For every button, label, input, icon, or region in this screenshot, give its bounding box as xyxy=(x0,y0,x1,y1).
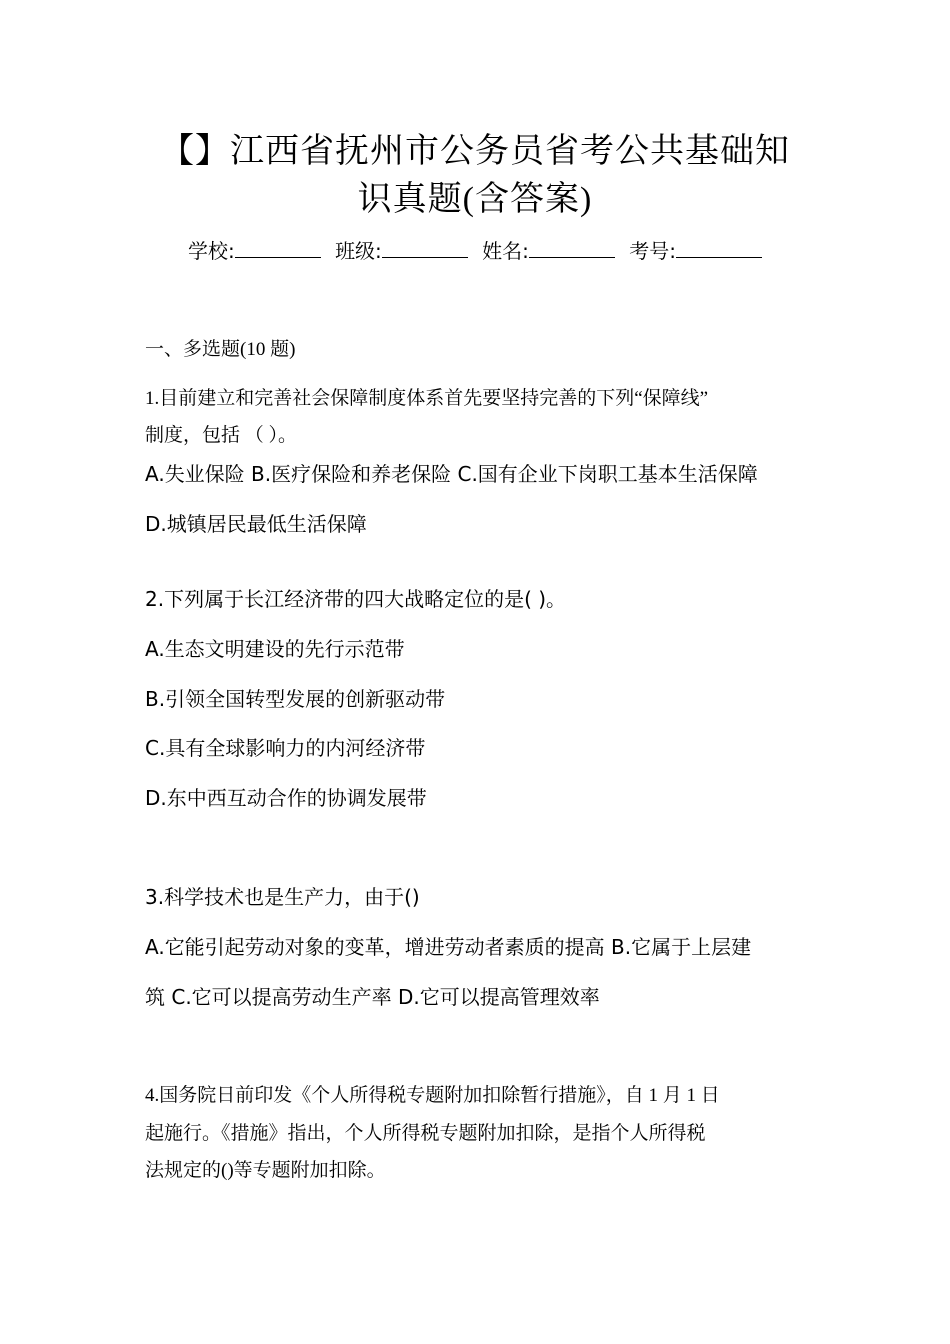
name-label: 姓名: xyxy=(482,239,529,263)
question-2-stem: 2.下列属于长江经济带的四大战略定位的是( )。 xyxy=(145,587,567,611)
name-blank xyxy=(529,237,615,258)
question-2-option-d: D.东中西互动合作的协调发展带 xyxy=(145,786,427,810)
question-1-options-line-1: A.失业保险 B.医疗保险和养老保险 C.国有企业下岗职工基本生活保障 xyxy=(145,462,758,486)
question-3-stem: 3.科学技术也是生产力，由于() xyxy=(145,885,420,909)
question-1-stem-line-2: 制度，包括 （ ）。 xyxy=(145,425,298,446)
question-1-stem-line-1: 1.目前建立和完善社会保障制度体系首先要坚持完善的下列“保障线” xyxy=(145,388,709,409)
school-blank xyxy=(235,237,321,258)
document-title-line-2: 识真题(含答案) xyxy=(357,181,593,218)
class-label: 班级: xyxy=(335,239,382,263)
question-2-option-c: C.具有全球影响力的内河经济带 xyxy=(145,736,426,760)
question-2-option-b: B.引领全国转型发展的创新驱动带 xyxy=(145,687,446,711)
question-4-stem-line-2: 起施行。《措施》指出，个人所得税专题附加扣除，是指个人所得税 xyxy=(145,1123,706,1144)
question-3-options-line-2: 筑 C.它可以提高劳动生产率 D.它可以提高管理效率 xyxy=(145,985,600,1009)
question-4-stem-line-1: 4.国务院日前印发《个人所得税专题附加扣除暂行措施》，自 1 月 1 日 xyxy=(145,1085,720,1106)
document-title-line-1: 【】江西省抚州市公务员省考公共基础知 xyxy=(160,133,790,170)
question-3-options-line-1: A.它能引起劳动对象的变革，增进劳动者素质的提高 B.它属于上层建 xyxy=(145,935,752,959)
question-2-option-a: A.生态文明建设的先行示范带 xyxy=(145,637,405,661)
question-4-stem-line-3: 法规定的()等专题附加扣除。 xyxy=(145,1160,386,1181)
exam-id-label: 考号: xyxy=(629,239,677,263)
exam-id-blank xyxy=(676,237,762,258)
school-label: 学校: xyxy=(187,239,235,263)
section-heading: 一、多选题(10 题) xyxy=(145,339,296,360)
question-1-options-line-2: D.城镇居民最低生活保障 xyxy=(145,512,367,536)
class-blank xyxy=(382,237,468,258)
exam-id-field xyxy=(629,239,762,263)
name-field xyxy=(482,239,621,263)
class-field xyxy=(335,239,474,263)
school-field xyxy=(188,239,327,263)
student-info-row xyxy=(0,236,950,266)
